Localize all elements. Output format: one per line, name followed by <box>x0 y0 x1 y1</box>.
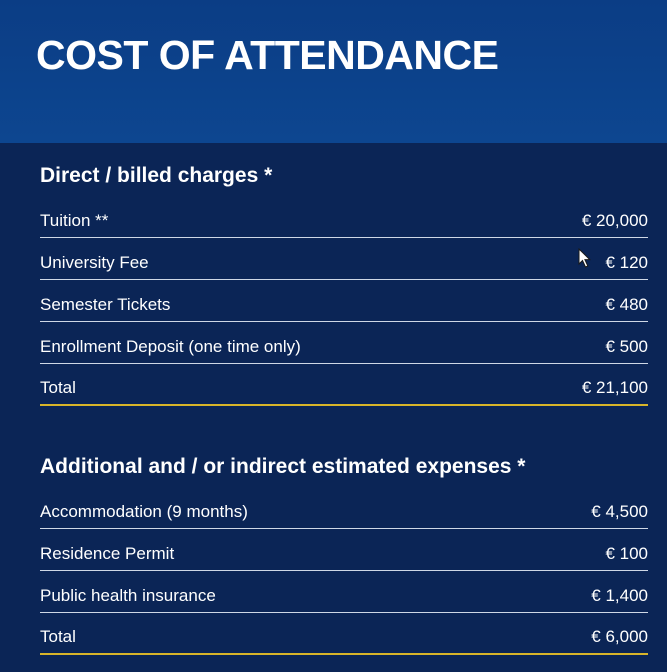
mouse-pointer-icon <box>578 248 591 268</box>
direct-total-row <box>40 366 648 406</box>
cost-value: € 120 <box>605 253 648 272</box>
direct-charges-section <box>40 158 648 408</box>
total-label: Total <box>40 627 76 646</box>
cost-label: Residence Permit <box>40 544 175 563</box>
cost-label: Tuition ** <box>40 211 109 230</box>
indirect-expenses-section <box>40 449 648 657</box>
cost-value: € 1,400 <box>591 586 648 605</box>
page-title: COST OF ATTENDANCE <box>36 32 499 78</box>
cost-row-semester-tickets <box>40 282 648 322</box>
cost-label: Semester Tickets <box>40 295 171 314</box>
total-label: Total <box>40 378 76 397</box>
cost-row-health-insurance <box>40 573 648 613</box>
indirect-expenses-heading: Additional and / or indirect estimated expenses * <box>40 455 526 478</box>
cost-label: Public health insurance <box>40 586 216 605</box>
header-banner <box>0 0 667 143</box>
cost-row-tuition <box>40 198 648 238</box>
cost-row-university-fee <box>40 240 648 280</box>
cost-label: University Fee <box>40 253 149 272</box>
cost-row-enrollment-deposit <box>40 324 648 364</box>
indirect-total-row <box>40 615 648 655</box>
cost-label: Accommodation (9 months) <box>40 502 248 521</box>
cost-value: € 480 <box>605 295 648 314</box>
total-value: € 6,000 <box>591 627 648 646</box>
direct-charges-heading: Direct / billed charges * <box>40 164 273 187</box>
cost-value: € 100 <box>605 544 648 563</box>
cost-row-accommodation <box>40 489 648 529</box>
cost-value: € 4,500 <box>591 502 648 521</box>
cost-value: € 500 <box>605 337 648 356</box>
cost-value: € 20,000 <box>581 211 648 230</box>
cost-label: Enrollment Deposit (one time only) <box>40 337 301 356</box>
total-value: € 21,100 <box>581 378 648 397</box>
cost-content <box>0 143 667 672</box>
cost-row-residence-permit <box>40 531 648 571</box>
